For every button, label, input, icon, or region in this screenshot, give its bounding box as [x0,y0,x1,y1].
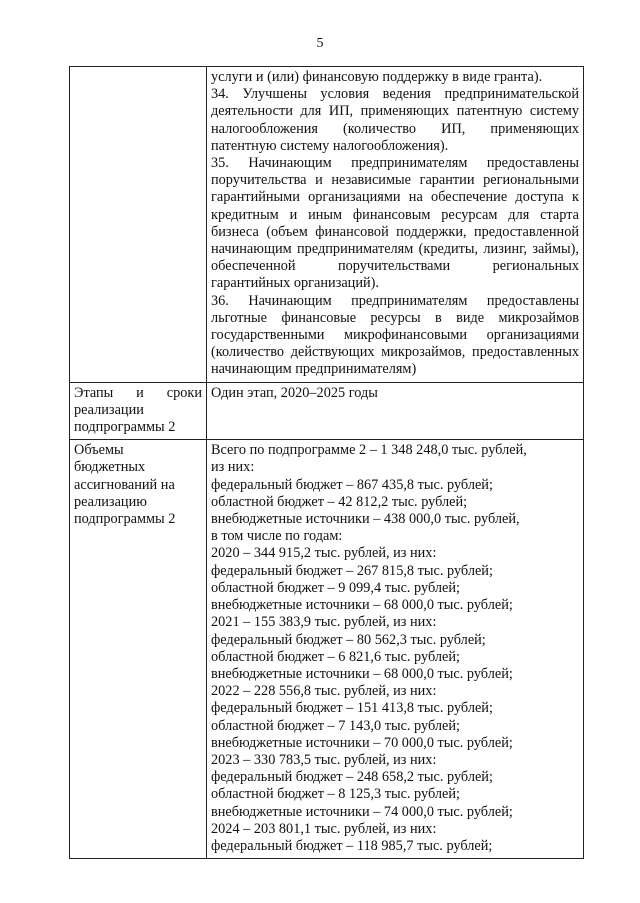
budget-label-line: бюджетных [74,459,146,476]
budget-line: внебюджетные источники – 438 000,0 тыс. рублей, [211,511,520,528]
budget-label-line: реализацию [74,493,147,510]
budget-line: федеральный бюджет – 151 413,8 тыс. рублей; [211,700,493,717]
budget-line: 2024 – 203 801,1 тыс. рублей, из них: [211,820,437,837]
indicator-text-36: 36. Начинающим предпринимателям предоставлены льготные финансовые ресурсы в виде микрозаймов государственными микрофинансовыми организациями (количество действующих микрозаймов, предоставленных начинающим предпринимателям) [211,292,579,378]
indicators-cell [207,67,584,383]
budget-line: областной бюджет – 7 143,0 тыс. рублей; [211,717,461,734]
stages-value: Один этап, 2020–2025 годы [211,384,378,401]
passport-table [69,66,584,859]
budget-line: внебюджетные источники – 74 000,0 тыс. рублей; [211,803,513,820]
budget-line: федеральный бюджет – 267 815,8 тыс. рублей; [211,562,493,579]
table-row-continuation [70,67,584,383]
budget-line: федеральный бюджет – 248 658,2 тыс. рублей; [211,769,493,786]
label-cell-empty [70,67,207,383]
stages-label-line: реализации [74,401,144,418]
budget-label-line: подпрограммы 2 [74,511,176,528]
budget-label-line: Объемы [74,442,124,459]
budget-line: из них: [211,459,255,476]
budget-line: Всего по подпрограмме 2 – 1 348 248,0 тыс. рублей, [211,442,527,459]
budget-line: федеральный бюджет – 118 985,7 тыс. рублей; [211,837,493,854]
budget-line: 2020 – 344 915,2 тыс. рублей, из них: [211,545,437,562]
budget-line: федеральный бюджет – 80 562,3 тыс. рублей; [211,631,486,648]
budget-line: внебюджетные источники – 68 000,0 тыс. рублей; [211,665,513,682]
budget-line: внебюджетные источники – 70 000,0 тыс. рублей; [211,734,513,751]
budget-line: областной бюджет – 8 125,3 тыс. рублей; [211,786,461,803]
budget-line: областной бюджет – 9 099,4 тыс. рублей; [211,579,461,596]
budget-line: 2021 – 155 383,9 тыс. рублей, из них: [211,614,437,631]
budget-line: федеральный бюджет – 867 435,8 тыс. рублей; [211,476,493,493]
indicator-text-35: 35. Начинающим предпринимателям предоставлены поручительства и независимые гарантии региональными гарантийными организациями на обеспечение доступа к кредитным и иным финансовым ресурсам для старта бизнеса (объем финансовой поддержки, предоставленной начинающим предпринимателям (кредиты, лизинг, займы), обеспеченной поручительствами региональных гарантийных организаций). [211,155,579,292]
stages-label-line: подпрограммы 2 [74,419,176,436]
table-row-budget [70,440,584,859]
budget-line: в том числе по годам: [211,528,343,545]
stages-value-cell [207,382,584,440]
stages-label-cell [70,382,207,440]
budget-line: областной бюджет – 6 821,6 тыс. рублей; [211,648,461,665]
indicator-text-34: 34. Улучшены условия ведения предпринимательской деятельности для ИП, применяющих патентную систему налогообложения (количество ИП, применяющих патентную систему налогообложения). [211,86,579,154]
stages-label-line: Этапы и сроки [74,384,202,401]
budget-value-cell [207,440,584,859]
page-number: 5 [316,36,324,51]
budget-line: 2022 – 228 556,8 тыс. рублей, из них: [211,683,437,700]
budget-label-cell [70,440,207,859]
indicator-text-33-end: услуги и (или) финансовую поддержку в виде гранта). [211,69,543,85]
budget-line: областной бюджет – 42 812,2 тыс. рублей; [211,493,468,510]
budget-line: внебюджетные источники – 68 000,0 тыс. рублей; [211,597,513,614]
table-row-stages [70,382,584,440]
budget-label-line: ассигнований на [74,476,175,493]
budget-line: 2023 – 330 783,5 тыс. рублей, из них: [211,751,437,768]
